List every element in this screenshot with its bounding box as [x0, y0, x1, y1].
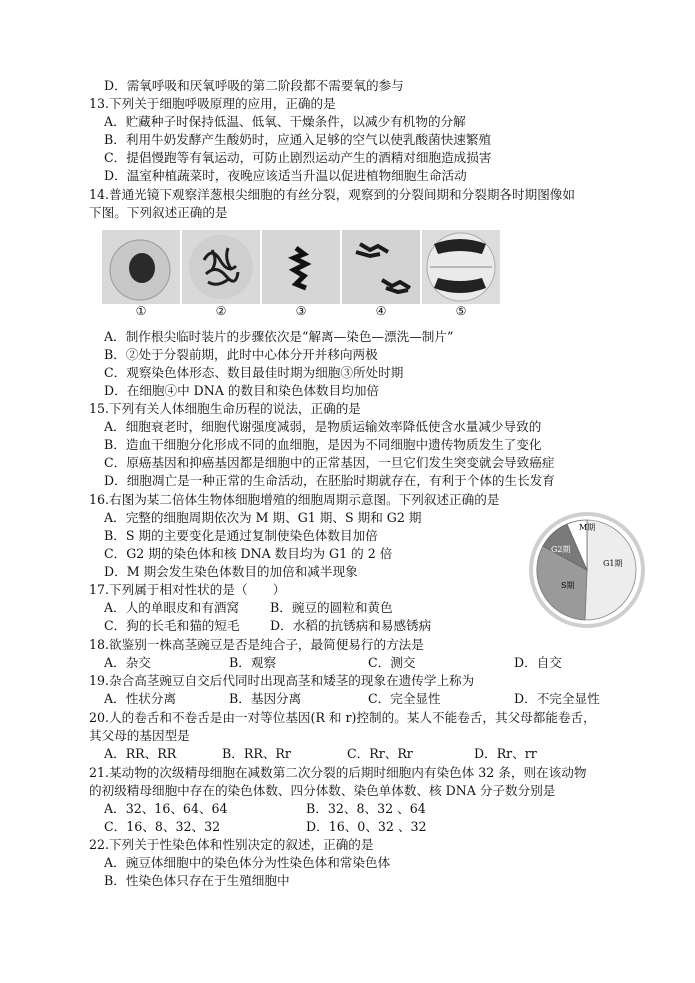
q21-option-a: A．32、16、64、64	[104, 801, 228, 816]
q21-option-c: C．16、8、32、32	[104, 819, 221, 834]
q15-option-c: C．原癌基因和抑癌基因都是细胞中的正常基因，一旦它们发生突变就会导致癌症	[104, 455, 555, 470]
q15-stem: 15.下列有关人体细胞生命历程的说法，正确的是	[89, 401, 361, 416]
q19-option-c: C．完全显性	[368, 691, 441, 706]
q17-option-c: C．狗的长毛和猫的短毛	[104, 618, 240, 633]
q20-option-c: C．Rr、Rr	[347, 746, 413, 761]
micrograph-3	[262, 230, 340, 304]
micrograph-5	[422, 230, 500, 304]
micrograph-4	[342, 230, 420, 304]
q17-option-b: B．豌豆的圆粒和黄色	[270, 600, 393, 615]
micrograph-2	[182, 230, 260, 304]
caption-2: ②	[215, 304, 227, 318]
q20-option-a: A．RR、RR	[104, 746, 177, 761]
q12-option-d: D．需氧呼吸和厌氧呼吸的第二阶段都不需要氧的参与	[104, 78, 404, 93]
q22-option-a: A．豌豆体细胞中的染色体分为性染色体和常染色体	[104, 855, 391, 870]
q20-stem-cont: 其父母的基因型是	[89, 728, 190, 743]
q21-stem: 21.某动物的次级精母细胞在减数第二次分裂的后期时细胞内有染色体 32 条，则在该动物	[89, 765, 587, 780]
q20-stem: 20.人的卷舌和不卷舌是由一对等位基因(R 和 r)控制的。某人不能卷舌，其父母都能卷舌，	[89, 710, 596, 725]
q18-option-d: D．自交	[514, 655, 562, 670]
caption-4: ④	[375, 304, 387, 318]
m-phase-label: M期	[579, 523, 596, 532]
q17-option-d: D．水稻的抗锈病和易感锈病	[270, 618, 432, 633]
q21-option-b: B．32、8、32 、64	[306, 801, 426, 816]
q16-option-b: B．S 期的主要变化是通过复制使染色体数目加倍	[104, 528, 378, 543]
q16-option-c: C．G2 期的染色体和核 DNA 数目均为 G1 的 2 倍	[104, 546, 393, 561]
q16-stem: 16.右图为某二倍体生物体细胞增殖的细胞周期示意图。下列叙述正确的是	[89, 492, 500, 507]
q20-option-b: B．RR、Rr	[222, 746, 291, 761]
q21-stem-cont: 的初级精母细胞中存在的染色体数、四分体数、染色单体数、核 DNA 分子数分别是	[89, 783, 556, 798]
caption-5: ⑤	[455, 304, 467, 318]
micrograph-1	[102, 230, 180, 304]
q15-option-b: B．造血干细胞分化形成不同的血细胞，是因为不同细胞中遗传物质发生了变化	[104, 437, 542, 452]
q13-option-c: C．提倡慢跑等有氧运动，可防止剧烈运动产生的酒精对细胞造成损害	[104, 150, 492, 165]
q19-option-a: A．性状分离	[104, 691, 177, 706]
q19-stem: 19.杂合高茎豌豆自交后代同时出现高茎和矮茎的现象在遗传学上称为	[89, 673, 475, 688]
cell-cycle-diagram	[527, 510, 647, 630]
q21-option-d: D．16、0、32 、32	[306, 819, 427, 834]
q17-option-a: A．人的单眼皮和有酒窝	[104, 600, 240, 615]
q14-option-d: D．在细胞④中 DNA 的数目和染色体数目均加倍	[104, 383, 380, 398]
q19-option-d: D．不完全显性	[514, 691, 600, 706]
q13-option-a: A．贮藏种子时保持低温、低氧、干燥条件，以减少有机物的分解	[104, 114, 466, 129]
q15-option-d: D．细胞凋亡是一种正常的生命活动，在胚胎时期就存在，有利于个体的生长发育	[104, 473, 555, 488]
q18-stem: 18.欲鉴别一株高茎豌豆是否是纯合子，最简便易行的方法是	[89, 637, 424, 652]
q16-option-a: A．完整的细胞周期依次为 M 期、G1 期、S 期和 G2 期	[104, 510, 422, 525]
g1-phase-label: G1期	[603, 559, 623, 568]
g2-phase-label: G2期	[551, 545, 571, 554]
q16-option-d: D．M 期会发生染色体数目的加倍和减半现象	[104, 564, 358, 579]
q22-option-b: B．性染色体只存在于生殖细胞中	[104, 873, 290, 888]
q15-option-a: A．细胞衰老时，细胞代谢强度减弱，是物质运输效率降低使含水量减少导致的	[104, 419, 542, 434]
q18-option-a: A．杂交	[104, 655, 151, 670]
q13-option-b: B．利用牛奶发酵产生酸奶时，应通入足够的空气以使乳酸菌快速繁殖	[104, 132, 492, 147]
q14-stem: 14.普通光镜下观察洋葱根尖细胞的有丝分裂，观察到的分裂间期和分裂期各时期图像如	[89, 187, 575, 202]
q18-option-c: C．测交	[368, 655, 416, 670]
q14-option-c: C．观察染色体形态、数目最佳时期为细胞③所处时期	[104, 365, 404, 380]
caption-3: ③	[295, 304, 307, 318]
q19-option-b: B．基因分离	[229, 691, 302, 706]
caption-1: ①	[135, 304, 147, 318]
q18-option-b: B．观察	[229, 655, 277, 670]
q13-stem: 13.下列关于细胞呼吸原理的应用，正确的是	[89, 96, 336, 111]
q20-option-d: D．Rr、rr	[474, 746, 537, 761]
q13-option-d: D．温室种植蔬菜时，夜晚应该适当升温以促进植物细胞生命活动	[104, 168, 467, 183]
q22-stem: 22.下列关于性染色体和性别决定的叙述，正确的是	[89, 837, 374, 852]
s-phase-label: S期	[561, 581, 575, 590]
q14-option-b: B．②处于分裂前期，此时中心体分开并移向两极	[104, 347, 378, 362]
q14-stem-cont: 下图。下列叙述正确的是	[89, 205, 228, 220]
q14-option-a: A．制作根尖临时装片的步骤依次是“解离—染色—漂洗—制片”	[104, 329, 454, 344]
q17-stem: 17.下列属于相对性状的是（ ）	[89, 582, 286, 597]
